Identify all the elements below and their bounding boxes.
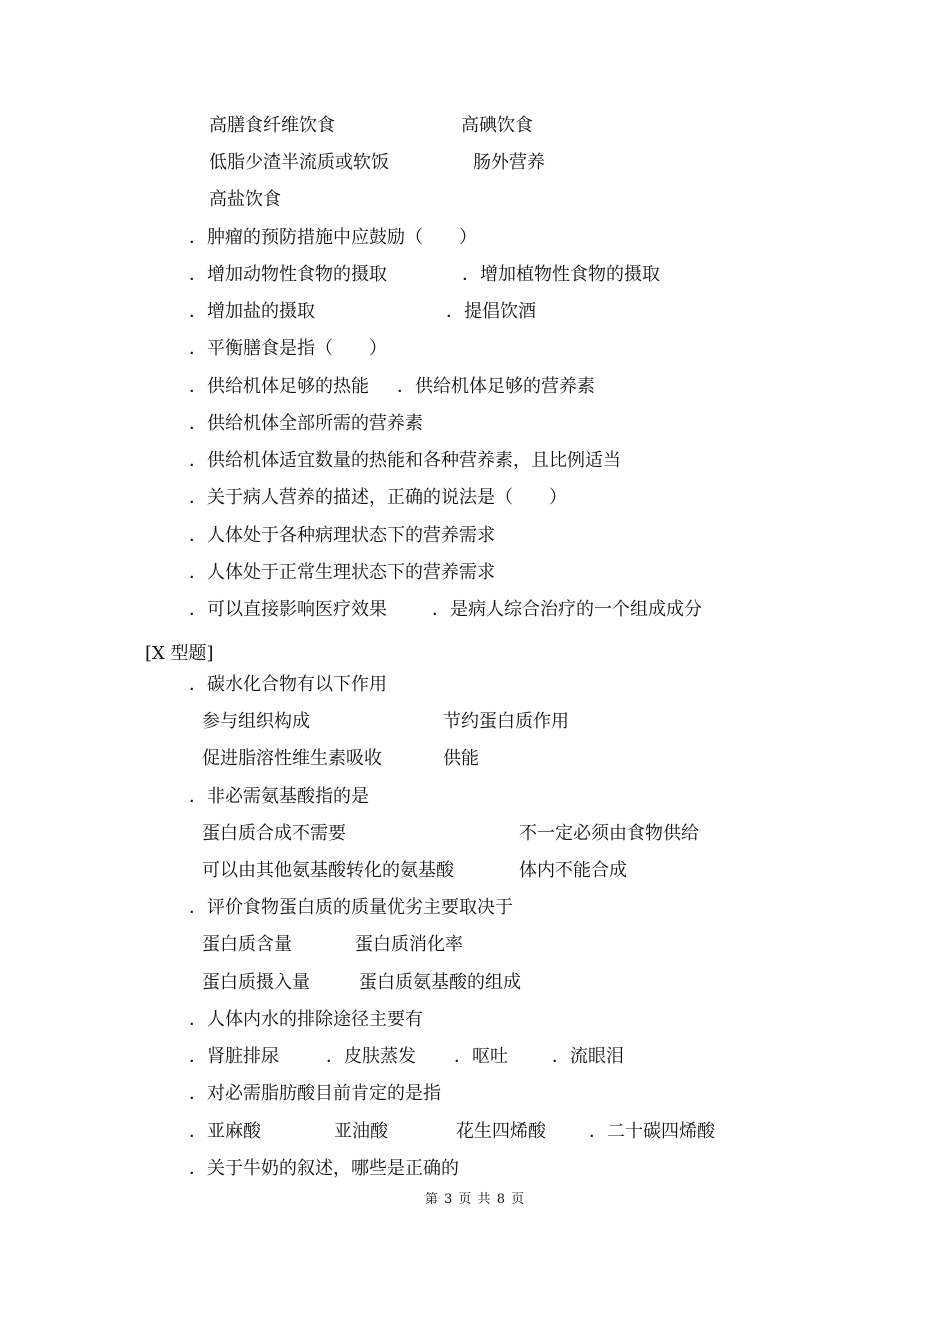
question-text: ．评价食物蛋白质的质量优劣主要取决于 bbox=[189, 897, 513, 918]
option-text: ．可以直接影响医疗效果 bbox=[189, 599, 387, 620]
option-text: 供能 bbox=[443, 748, 479, 769]
option-text: ．供给机体全部所需的营养素 bbox=[189, 413, 423, 434]
question-text: ．关于牛奶的叙述，哪些是正确的 bbox=[189, 1158, 459, 1179]
question-text: ．关于病人营养的描述，正确的说法是（ ） bbox=[189, 487, 567, 508]
question-text: ．人体内水的排除途径主要有 bbox=[189, 1009, 423, 1030]
option-text: ．肾脏排尿 bbox=[189, 1046, 279, 1067]
option-text: ．是病人综合治疗的一个组成成分 bbox=[432, 599, 702, 620]
option-text: 不一定必须由食物供给 bbox=[519, 823, 699, 844]
option-text: 参与组织构成 bbox=[202, 711, 310, 732]
option-text: 亚油酸 bbox=[334, 1121, 388, 1142]
option-text: 蛋白质摄入量 bbox=[202, 972, 310, 993]
option-text: ．提倡饮酒 bbox=[446, 301, 536, 322]
option-text: ．流眼泪 bbox=[552, 1046, 624, 1067]
option-text: 促进脂溶性维生素吸收 bbox=[202, 748, 382, 769]
option-text: 节约蛋白质作用 bbox=[443, 711, 569, 732]
option-text: ．人体处于各种病理状态下的营养需求 bbox=[189, 525, 495, 546]
option-text: 体内不能合成 bbox=[519, 860, 627, 881]
option-text: ．亚麻酸 bbox=[189, 1121, 261, 1142]
option-text: 蛋白质含量 bbox=[202, 934, 292, 955]
question-text: ．非必需氨基酸指的是 bbox=[189, 786, 369, 807]
question-text: ．平衡膳食是指（ ） bbox=[189, 338, 387, 359]
option-text: 高碘饮食 bbox=[461, 115, 533, 136]
option-text: ．增加盐的摄取 bbox=[189, 301, 315, 322]
option-text: ．供给机体足够的热能 bbox=[189, 376, 369, 397]
option-text: ．增加植物性食物的摄取 bbox=[462, 264, 660, 285]
option-text: 花生四烯酸 bbox=[456, 1121, 546, 1142]
option-text: 可以由其他氨基酸转化的氨基酸 bbox=[202, 860, 454, 881]
option-text: ．供给机体适宜数量的热能和各种营养素，且比例适当 bbox=[189, 450, 621, 471]
option-text: ．人体处于正常生理状态下的营养需求 bbox=[189, 562, 495, 583]
section-heading: [X 型题] bbox=[145, 643, 214, 664]
option-text: ．供给机体足够的营养素 bbox=[397, 376, 595, 397]
option-text: 蛋白质合成不需要 bbox=[202, 823, 346, 844]
question-text: ．对必需脂肪酸目前肯定的是指 bbox=[189, 1083, 441, 1104]
option-text: ．二十碳四烯酸 bbox=[589, 1121, 715, 1142]
option-text: ．呕吐 bbox=[454, 1046, 508, 1067]
option-text: 蛋白质消化率 bbox=[355, 934, 463, 955]
option-text: 肠外营养 bbox=[473, 152, 545, 173]
option-text: ．皮肤蒸发 bbox=[326, 1046, 416, 1067]
option-text: 蛋白质氨基酸的组成 bbox=[359, 972, 521, 993]
question-text: ．肿瘤的预防措施中应鼓励（ ） bbox=[189, 227, 477, 248]
option-text: 高盐饮食 bbox=[209, 189, 281, 210]
option-text: 高膳食纤维饮食 bbox=[209, 115, 335, 136]
option-text: 低脂少渣半流质或软饭 bbox=[209, 152, 389, 173]
page-footer: 第 3 页 共 8 页 bbox=[424, 1192, 526, 1207]
question-text: ．碳水化合物有以下作用 bbox=[189, 674, 387, 695]
option-text: ．增加动物性食物的摄取 bbox=[189, 264, 387, 285]
